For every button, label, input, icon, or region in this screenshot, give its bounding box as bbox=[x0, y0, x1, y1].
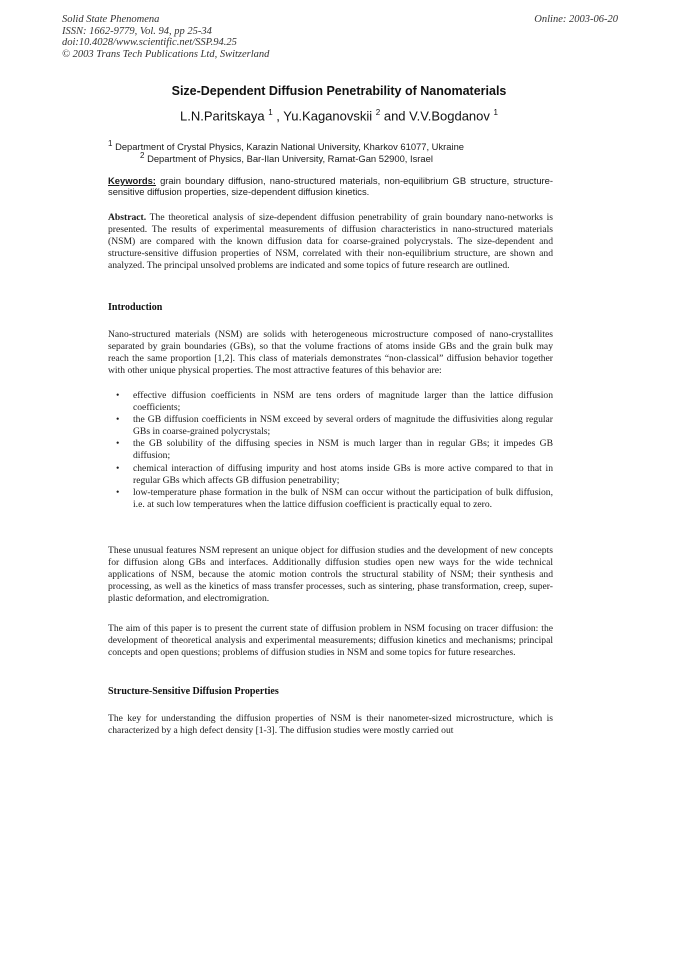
author-affiliation-mark: 1 bbox=[268, 108, 273, 117]
author-list bbox=[0, 108, 678, 123]
journal-name: Solid State Phenomena bbox=[62, 14, 160, 25]
author-name: Yu.Kaganovskii bbox=[283, 108, 373, 124]
list-item bbox=[108, 390, 553, 414]
list-item bbox=[108, 414, 553, 438]
bullet-list bbox=[108, 390, 553, 511]
keywords-text: grain boundary diffusion, nano-structured materials, non-equilibrium GB structure, structure-sensitive diffusion properties, size-dependent diffusion kinetics. bbox=[108, 175, 553, 198]
affiliation-text: Department of Physics, Bar-Ilan University, Ramat-Gan 52900, Israel bbox=[147, 153, 433, 165]
paragraph-intro-3: The aim of this paper is to present the current state of diffusion problem in NSM focusing on tracer diffusion: the development of theoretical analysis and experimental measurements; diffusion kinetics and mechanisms; principal concepts and open questions; problems of diffusion studies in NSM and some topics for future researches. bbox=[108, 623, 553, 659]
issn-line: ISSN: 1662-9779, Vol. 94, pp 25-34 bbox=[62, 25, 212, 37]
list-item bbox=[108, 463, 553, 487]
bullet-icon: • bbox=[116, 414, 120, 426]
paragraph-structure-1: The key for understanding the diffusion properties of NSM is their nanometer-sized microstructure, which is characterized by a high defect density [1-3]. The diffusion studies were mostly carried out bbox=[108, 713, 553, 737]
list-item-text: effective diffusion coefficients in NSM are tens orders of magnitude larger than the lattice diffusion coefficients; bbox=[133, 390, 553, 414]
abstract-text: The theoretical analysis of size-dependent diffusion penetrability of grain boundary nano-networks is presented. The results of experimental measurements of diffusion characteristics in nano-structured materials (NSM) are compared with the known diffusion data for coarse-grained polycrystals. The size-dependent and structure-sensitive diffusion properties of NSM, correlated with their non-equilibrium structure, are shown and analyzed. The principal unsolved problems are indicated and some topics of future research are outlined. bbox=[108, 212, 553, 272]
list-item-text: the GB diffusion coefficients in NSM exceed by several orders of magnitude the diffusivities along regular GBs in coarse-grained polycrystals; bbox=[133, 414, 553, 438]
list-item bbox=[108, 487, 553, 511]
doi-line[interactable]: doi:10.4028/www.scientific.net/SSP.94.25 bbox=[62, 37, 237, 49]
list-item-text: chemical interaction of diffusing impurity and host atoms inside GBs is more active compared to that in regular GBs which affects GB diffusion penetrability; bbox=[133, 462, 553, 486]
affiliation-mark: 1 bbox=[108, 139, 113, 148]
bullet-icon: • bbox=[116, 438, 120, 450]
bullet-icon: • bbox=[116, 462, 120, 474]
author-name: L.N.Paritskaya bbox=[180, 108, 265, 124]
author-affiliation-mark: 1 bbox=[493, 108, 498, 117]
list-item-text: the GB solubility of the diffusing species in NSM is much larger than in regular GBs; it impedes GB diffusion; bbox=[133, 438, 553, 462]
bullet-icon: • bbox=[116, 390, 120, 401]
list-item-text: low-temperature phase formation in the bulk of NSM can occur without the participation of bulk diffusion, i.e. at such low temperatures when the lattice diffusion coefficient is practically equal to zero. bbox=[133, 486, 553, 510]
section-heading-structure: Structure-Sensitive Diffusion Properties bbox=[108, 686, 279, 697]
affiliation-text: Department of Crystal Physics, Karazin National University, Kharkov 61077, Ukraine bbox=[115, 141, 464, 153]
paper-title: Size-Dependent Diffusion Penetrability of Nanomaterials bbox=[171, 84, 507, 98]
author-name: V.V.Bogdanov bbox=[409, 108, 490, 124]
abstract-block bbox=[108, 212, 553, 272]
abstract-label: Abstract. bbox=[108, 212, 147, 223]
paragraph-intro-2: These unusual features NSM represent an unique object for diffusion studies and the development of new concepts for diffusion along GBs and interfaces. Additionally diffusion studies open new ways for the wide technical applications of NSM, because the atomic motion controls the structural stability of NSM; their synthesis and processing, as well as the kinetics of mass transfer processes, such as sintering, phase transformation, creep, super-plastic deformation, and electromigration. bbox=[108, 545, 553, 605]
author-separator: and bbox=[380, 108, 410, 124]
section-heading-introduction: Introduction bbox=[108, 302, 163, 313]
paragraph-intro-1: Nano-structured materials (NSM) are solids with heterogeneous microstructure composed of nano-crystallites separated by grain boundaries (GBs), so that the volume fractions of atoms inside GBs and the grain bulk may reach the same proportion [1,2]. This class of materials demonstrates “non-classical” diffusion behavior together with other unique physical properties. The most attractive features of this behavior are: bbox=[108, 329, 553, 377]
online-date: Online: 2003-06-20 bbox=[534, 14, 618, 25]
copyright-line: © 2003 Trans Tech Publications Ltd, Switzerland bbox=[62, 48, 270, 60]
author-affiliation-mark: 2 bbox=[375, 108, 381, 117]
publication-header bbox=[62, 14, 269, 60]
keywords-block bbox=[108, 175, 553, 198]
affiliation-2 bbox=[140, 151, 433, 164]
list-item bbox=[108, 438, 553, 462]
affiliation-mark: 2 bbox=[140, 151, 145, 160]
bullet-icon: • bbox=[116, 486, 120, 498]
author-separator: , bbox=[272, 108, 284, 124]
keywords-label: Keywords: bbox=[108, 175, 156, 186]
